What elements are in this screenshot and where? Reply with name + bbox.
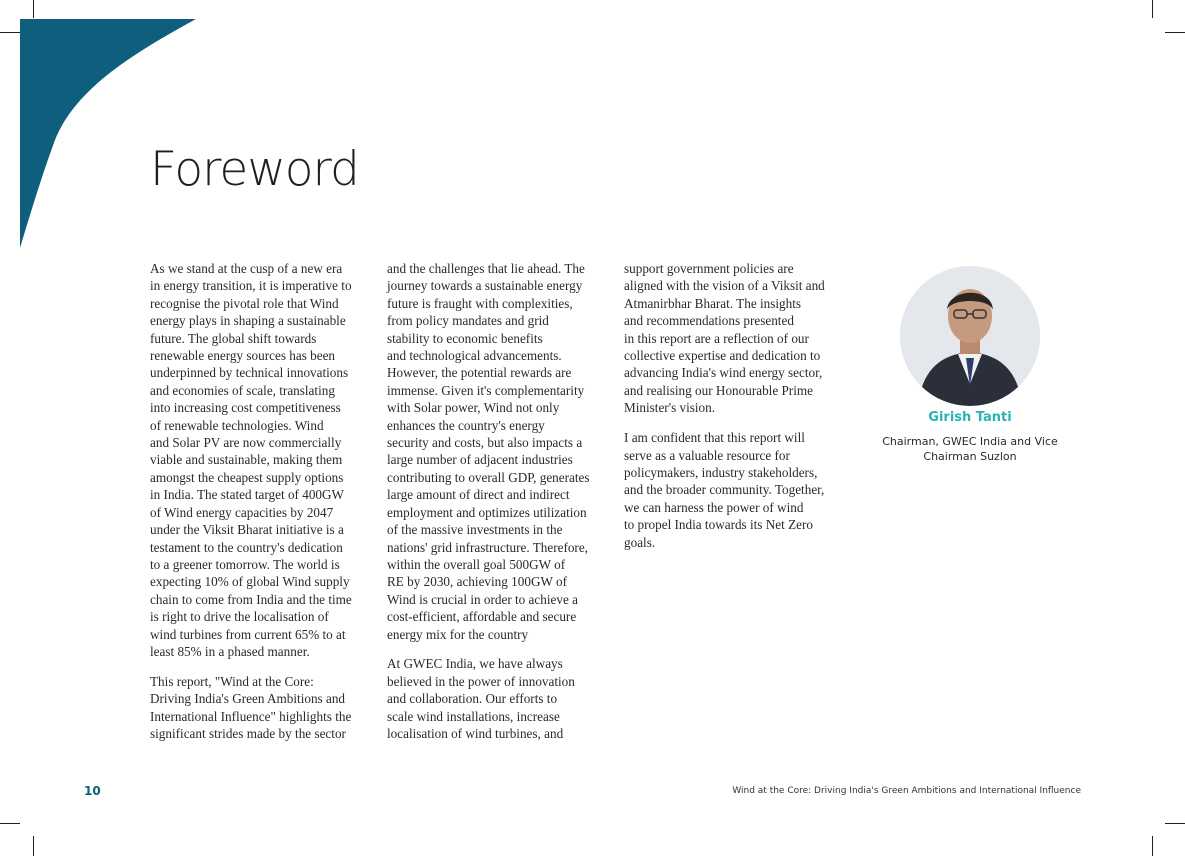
paragraph: This report, "Wind at the Core: Driving India's Green Ambitions and International Influence" highlights the significant strides made by the sector [150, 673, 352, 742]
text-column-3 [624, 260, 846, 564]
crop-mark [1152, 0, 1153, 18]
person-icon [900, 266, 1040, 406]
footer-publication-title: Wind at the Core: Driving India's Green Ambitions and International Influence [732, 786, 1081, 796]
crop-mark [1165, 823, 1185, 824]
portrait-photo [900, 266, 1040, 406]
crop-mark [1165, 32, 1185, 33]
paragraph: At GWEC India, we have always believed in the power of innovation and collaboration. Our efforts to scale wind installations, increase localisation of wind turbines, and [387, 656, 575, 742]
paragraph: support government policies are aligned with the vision of a Viksit and Atmanirbhar Bharat. The insights and recommendations presented in this report are a reflection of our collective expertise and dedication to advancing India's wind energy sector, and realising our Honourable Prime Minister's vision. [624, 261, 825, 416]
corner-decoration [0, 0, 200, 250]
paragraph: and the challenges that lie ahead. The journey towards a sustainable energy future is fraught with complexities, from policy mandates and grid stability to economic benefits and technological advancements. However, the potential rewards are immense. Given it's complementarity with Solar power, Wind not only enhances the country's energy security and costs, but also impacts a large number of adjacent industries contributing to overall GDP, generates large amount of direct and indirect employment and optimizes utilization of the massive investments in the nations' grid infrastructure. Therefore, within the overall goal 500GW of RE by 2030, achieving 100GW of Wind is crucial in order to achieve a cost-efficient, affordable and secure energy mix for the country [387, 261, 590, 642]
page-title: Foreword [150, 142, 359, 197]
crop-mark [33, 836, 34, 856]
crop-mark [1152, 836, 1153, 856]
paragraph: I am confident that this report will serve as a valuable resource for policymakers, industry stakeholders, and the broader community. Together, we can harness the power of wind to propel India towards its Net Zero goals. [624, 430, 825, 550]
text-column-2 [387, 260, 609, 755]
paragraph: As we stand at the cusp of a new era in energy transition, it is imperative to recognise the pivotal role that Wind energy plays in shaping a sustainable future. The global shift towards renewable energy sources has been underpinned by technical innovations and economies of scale, translating into increasing cost competitiveness of renewable technologies. Wind and Solar PV are now commercially viable and sustainable, making them amongst the cheapest supply options in India. The stated target of 400GW of Wind energy capacities by 2047 under the Viksit Bharat initiative is a testament to the country's dedication to a greener tomorrow. The world is expecting 10% of global Wind supply chain to come from India and the time is right to drive the localisation of wind turbines from current 65% to at least 85% in a phased manner. [150, 261, 352, 659]
signatory-role: Chairman, GWEC India and Vice Chairman Suzlon [882, 435, 1058, 463]
page-number: 10 [84, 784, 101, 798]
crop-mark [0, 823, 20, 824]
signatory-name: Girish Tanti [928, 410, 1012, 425]
text-column-1 [150, 260, 372, 755]
